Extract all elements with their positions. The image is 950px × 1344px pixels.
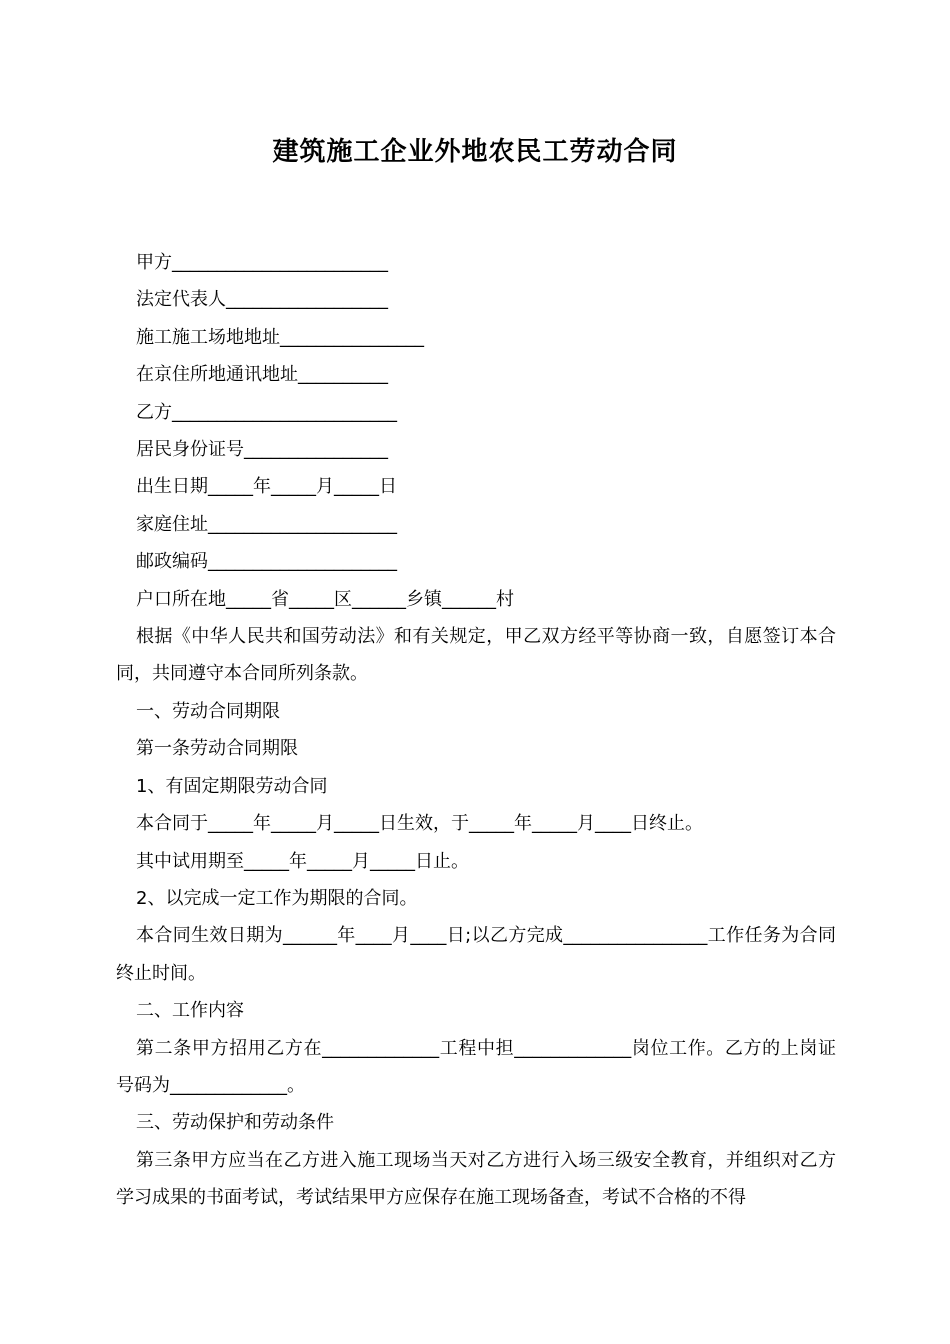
field-home-address: 家庭住址_____________________: [136, 513, 397, 535]
item-2-paragraph: 本合同生效日期为______年____月____日;以乙方完成________________工作任务为合同终止时间。: [116, 925, 836, 984]
item-heading-1: 1、有固定期限劳动合同: [136, 775, 328, 797]
item-1-term-line: 本合同于_____年_____月_____日生效，于_____年_____月____日终止。: [136, 813, 703, 835]
intro-paragraph: 根据《中华人民共和国劳动法》和有关规定，甲乙双方经平等协商一致，自愿签订本合同，共同遵守本合同所列条款。: [116, 626, 836, 685]
section-heading-1: 一、劳动合同期限: [136, 700, 280, 722]
section-heading-3: 三、劳动保护和劳动条件: [136, 1112, 334, 1134]
section-heading-2: 二、工作内容: [136, 1000, 244, 1022]
field-site-address: 施工施工场地地址________________: [136, 326, 424, 348]
field-beijing-address: 在京住所地通讯地址__________: [136, 364, 388, 386]
article-heading-1: 第一条劳动合同期限: [136, 738, 298, 760]
field-birth-date: 出生日期_____年_____月_____日: [136, 476, 397, 498]
item-heading-2: 2、以完成一定工作为期限的合同。: [136, 887, 418, 909]
field-household-registration: 户口所在地_____省_____区______乡镇______村: [136, 588, 514, 610]
field-postal-code: 邮政编码_____________________: [136, 551, 397, 573]
field-legal-representative: 法定代表人__________________: [136, 289, 388, 311]
document-title: 建筑施工企业外地农民工劳动合同: [272, 137, 678, 167]
article-3-paragraph: 第三条甲方应当在乙方进入施工现场当天对乙方进行入场三级安全教育，并组织对乙方学习成果的书面考试，考试结果甲方应保存在施工现场备查，考试不合格的不得: [116, 1149, 836, 1209]
field-party-b: 乙方_________________________: [136, 401, 397, 423]
item-1-probation-line: 其中试用期至_____年_____月_____日止。: [136, 850, 469, 872]
field-id-number: 居民身份证号________________: [136, 439, 388, 461]
field-party-a: 甲方________________________: [136, 252, 388, 273]
document-body: [116, 244, 836, 1217]
article-2-paragraph: 第二条甲方招用乙方在_____________工程中担_____________岗位工作。乙方的上岗证号码为_____________。: [116, 1037, 836, 1096]
